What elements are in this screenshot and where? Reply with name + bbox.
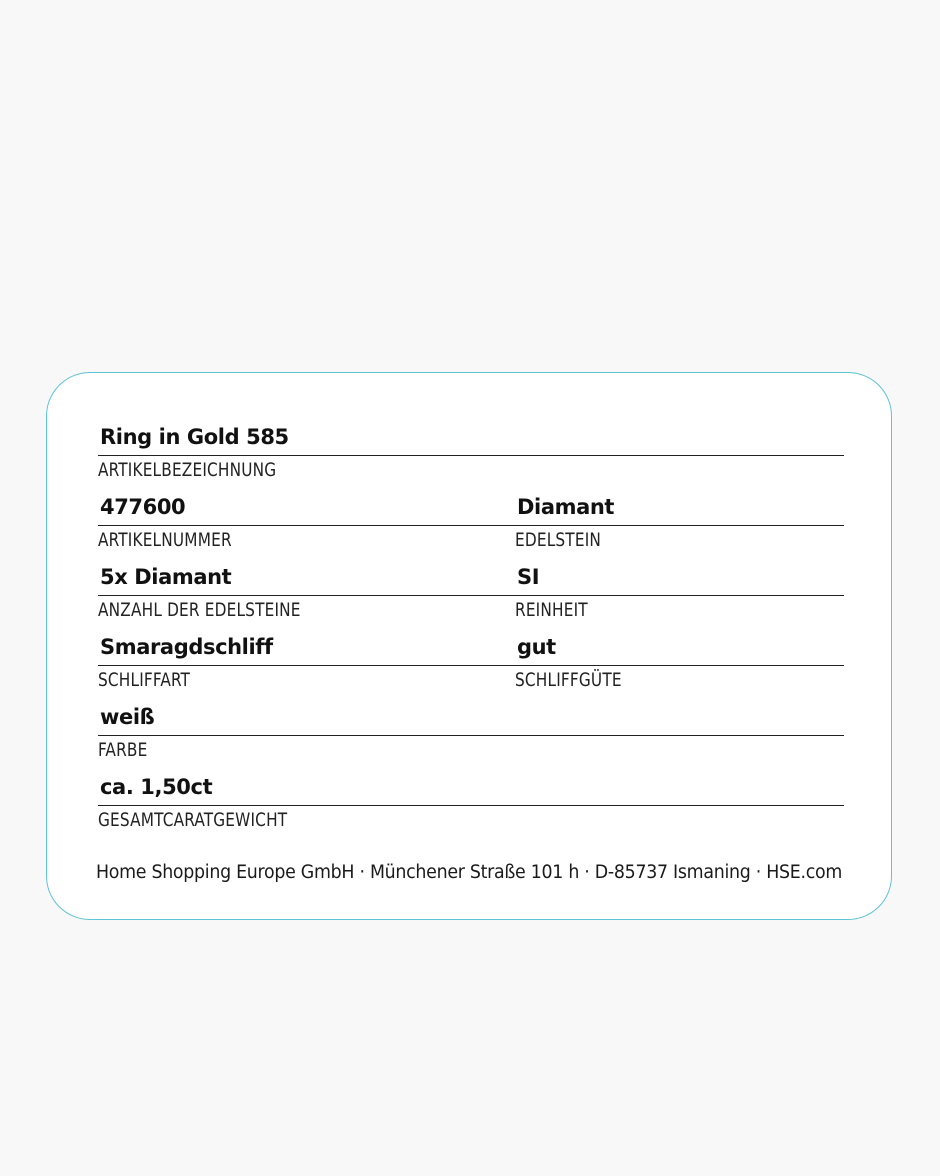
- item-number-label: ARTIKELNUMMER: [98, 530, 232, 551]
- item-name-rule: [98, 455, 844, 456]
- cut-label: SCHLIFFART: [98, 670, 191, 691]
- clarity-label: REINHEIT: [515, 600, 588, 621]
- clarity-rule: [515, 595, 844, 596]
- item-number-rule: [98, 525, 515, 526]
- gem-count-rule: [98, 595, 515, 596]
- carat-weight-label: GESAMTCARATGEWICHT: [98, 810, 288, 831]
- carat-weight-value: ca. 1,50ct: [100, 775, 213, 799]
- color-label: FARBE: [98, 740, 148, 761]
- gem-count-value: 5x Diamant: [100, 565, 232, 589]
- gem-count-label: ANZAHL DER EDELSTEINE: [98, 600, 301, 621]
- item-name-field: [98, 423, 844, 481]
- item-name-value: Ring in Gold 585: [100, 425, 289, 449]
- certificate-card: [46, 372, 892, 920]
- cut-grade-field: [515, 633, 844, 691]
- cut-grade-value: gut: [517, 635, 556, 659]
- cut-field: [98, 633, 515, 691]
- gemstone-field: [515, 493, 844, 551]
- item-number-field: [98, 493, 515, 551]
- color-value: weiß: [100, 705, 155, 729]
- color-field: [98, 703, 844, 761]
- company-footer: Home Shopping Europe GmbH · Münchener Straße 101 h · D-85737 Ismaning · HSE.com: [95, 862, 843, 883]
- clarity-field: [515, 563, 844, 621]
- gemstone-value: Diamant: [517, 495, 615, 519]
- item-name-label: ARTIKELBEZEICHNUNG: [98, 460, 277, 481]
- cut-rule: [98, 665, 515, 666]
- gemstone-label: EDELSTEIN: [515, 530, 602, 551]
- cut-grade-rule: [515, 665, 844, 666]
- carat-weight-field: [98, 773, 844, 831]
- cut-grade-label: SCHLIFFGÜTE: [515, 670, 622, 691]
- item-number-value: 477600: [100, 495, 186, 519]
- clarity-value: SI: [517, 565, 540, 589]
- cut-value: Smaragdschliff: [100, 635, 273, 659]
- gemstone-rule: [515, 525, 844, 526]
- gem-count-field: [98, 563, 515, 621]
- carat-weight-rule: [98, 805, 844, 806]
- color-rule: [98, 735, 844, 736]
